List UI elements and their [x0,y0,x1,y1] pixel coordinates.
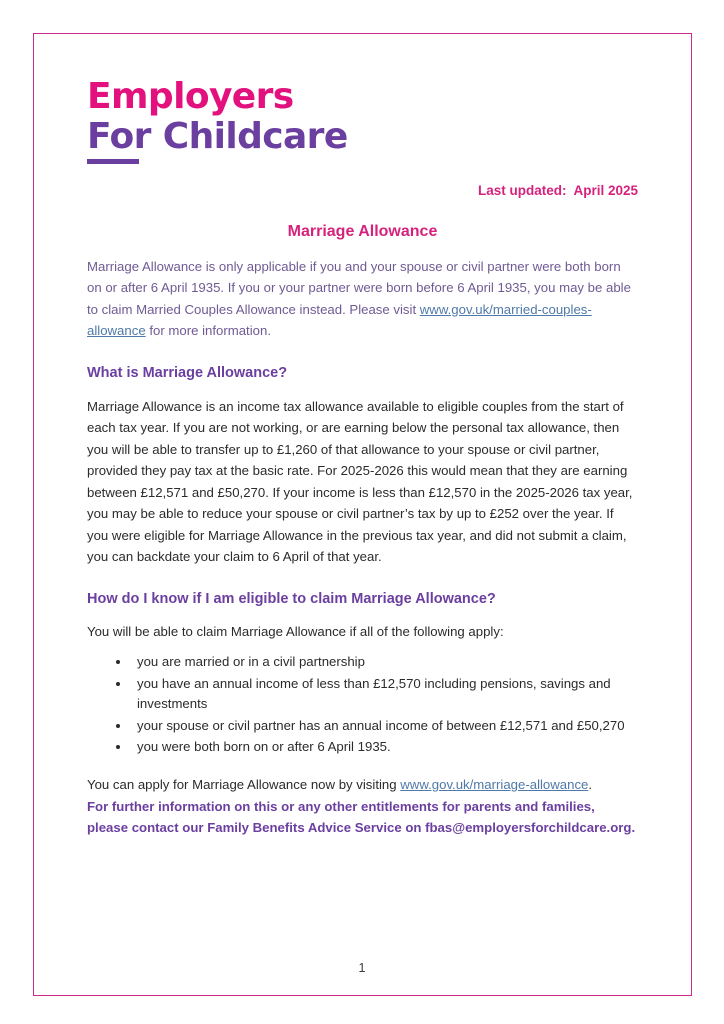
logo-text-for-childcare: For Childcare [87,116,348,157]
eligibility-bullet-list [87,652,638,757]
page-content [33,33,692,996]
section-body-eligibility: You will be able to claim Marriage Allowance if all of the following apply: [87,623,504,639]
list-item: • your spouse or civil partner has an annual income of between £12,571 and £50,270 [131,716,638,736]
company-logo [87,33,638,164]
page-number: 1 [358,961,366,975]
closing-paragraph [87,774,638,838]
list-item: • you were both born on or after 6 April 1935. [131,737,638,757]
section-heading-eligibility: How do I know if I am eligible to claim Marriage Allowance? [87,590,496,607]
closing-text-after-link: . [588,777,593,793]
last-updated-label: Last updated: April 2025 [477,183,638,198]
intro-text-before-link: Marriage Allowance is only applicable if you and your spouse or civil partner were both born on or after 6 April 1935. If you or your partner were born before 6 April 1935, you may be able to claim Married Couples Allowance instead. Please visit [87,259,631,317]
closing-contact-text: For further information on this or any other entitlements for parents and families, please contact our Family Benefits Advice Service on fbas@employersforchildcare.org. [87,798,636,836]
list-item: • you have an annual income of less than £12,570 including pensions, savings and investments [131,674,638,715]
married-couples-allowance-link[interactable]: www.gov.uk/married-couples-allowance [87,301,592,339]
closing-text-before-link: You can apply for Marriage Allowance now by visiting [87,777,401,793]
logo-text-employers: Employers [87,76,294,117]
list-item: • you are married or in a civil partnership [131,652,638,672]
intro-text-after-link: for more information. [145,323,271,339]
section-body-what-is: Marriage Allowance is an income tax allowance available to eligible couples from the start of each tax year. If you are not working, or are earning below the personal tax allowance, then you will be able to transfer up to £1,260 of that allowance to your spouse or civil partner, provided they pay tax at the basic rate. For 2025-2026 this would mean that they are earning between £12,571 and £50,270. If your income is less than £12,570 in the 2025-2026 tax year, you may be able to reduce your spouse or civil partner’s tax by up to £252 over the year. If you were eligible for Marriage Allowance in the previous tax year, and did not submit a claim, you can backdate your claim to 6 April of that year. [87,398,633,565]
marriage-allowance-link[interactable]: www.gov.uk/marriage-allowance [400,777,589,793]
intro-paragraph [87,256,638,342]
logo-underline-bar [87,159,139,164]
page-title: Marriage Allowance [287,223,438,240]
section-heading-what-is: What is Marriage Allowance? [87,364,288,381]
